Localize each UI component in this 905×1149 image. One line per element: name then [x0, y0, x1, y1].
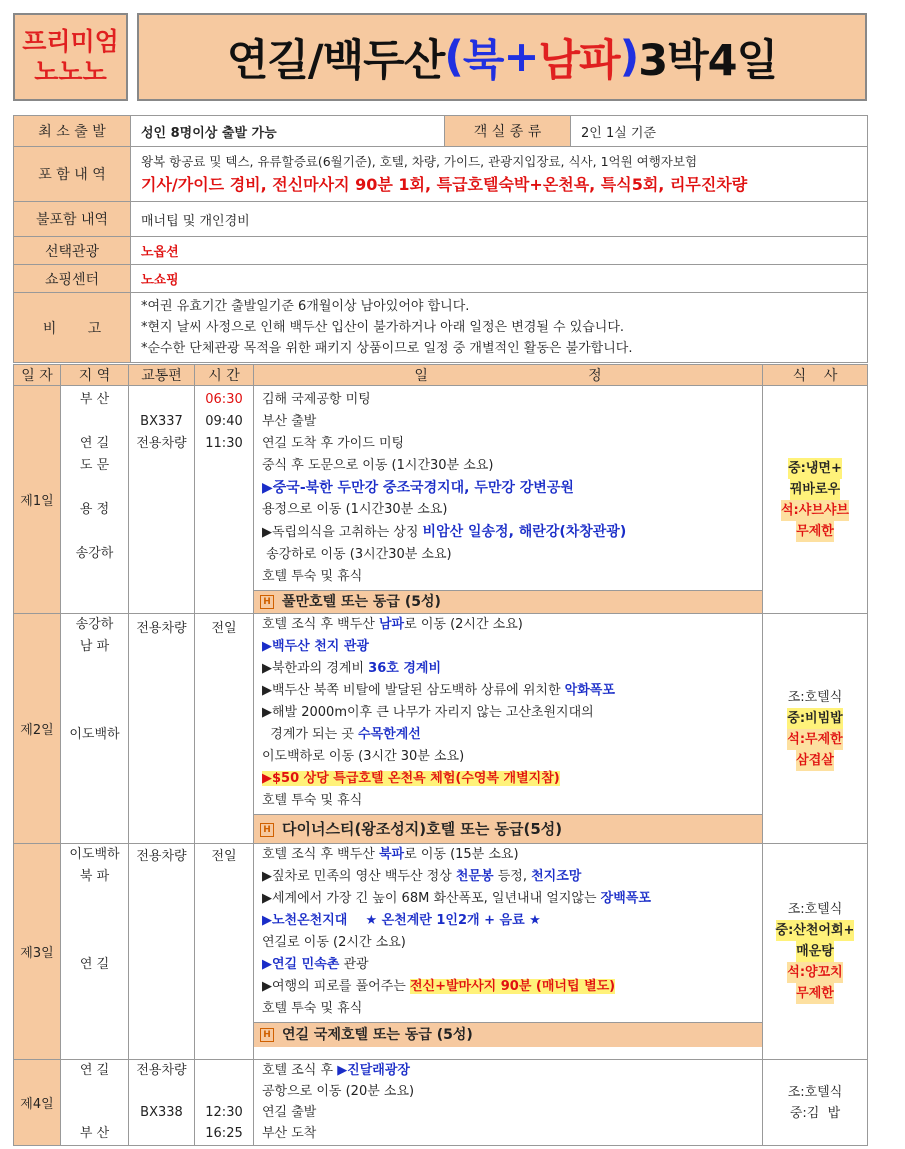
remarks-label: 비 고	[14, 293, 131, 363]
hotel-icon: H	[260, 823, 274, 837]
room-type-label: 객 실 종 류	[445, 116, 571, 147]
day2-transport: 전용차량	[129, 614, 195, 844]
day2-label: 제2일	[14, 614, 61, 844]
includes-label: 포 함 내 역	[14, 147, 131, 202]
day2-meal: 조:호텔식 중:비빔밥 석:무제한 삼겹살	[763, 614, 868, 844]
col-meal-header: 식 사	[763, 365, 868, 386]
badge-line1: 프리미엄	[22, 27, 119, 56]
day1-regions: 부 산 연 길 도 문 용 정 송강하	[61, 386, 129, 614]
day1-meal: 중:냉면+ 꿔바로우 석:샤브샤브 무제한	[763, 386, 868, 614]
premium-badge	[13, 13, 128, 101]
hotel-icon: H	[260, 595, 274, 609]
day1-plan: 김해 국제공항 미팅 부산 출발 연길 도착 후 가이드 미팅 중식 후 도문으로 이동 (1시간30분 소요) ▶중국-북한 두만강 중조국경지대, 두만강 강변공원 용정으로 이동 (1시간30분 소요) ▶독립의식을 고취하는 상징 비암산 일송정, 해란강(차창관광) 송강하로 이동 (3시간30분 소요) 호텔 투숙 및 휴식 H 풀만호텔 또는 동급 (5성)	[254, 386, 763, 614]
excludes-value: 매너팁 및 개인경비	[131, 202, 868, 237]
day2-time: 전일	[195, 614, 254, 844]
day3-hotel: H 연길 국제호텔 또는 동급 (5성)	[254, 1022, 762, 1047]
day1-times: 06:30 09:40 11:30	[195, 386, 254, 614]
day3-plan: 호텔 조식 후 백두산 북파로 이동 (15분 소요) ▶짚차로 민족의 영산 백두산 정상 천문봉 등정, 천지조망 ▶세계에서 가장 긴 높이 68M 화산폭포, 일년내내 얼지않는 장백폭포 ▶노천온천지대 ★ 온천계란 1인2개 + 음료 ★ 연길로 이동 (2시간 소요) ▶연길 민속촌 관광 ▶여행의 피로를 풀어주는 전신+발마사지 90분 (매너팁 별도) 호텔 투숙 및 휴식 H 연길 국제호텔 또는 동급 (5성)	[254, 844, 763, 1060]
room-type-value: 2인 1실 기준	[571, 116, 868, 147]
day4-meal: 조:호텔식 중:김 밥	[763, 1060, 868, 1146]
day3-transport: 전용차량	[129, 844, 195, 1060]
day2-regions: 송강하 남 파 이도백하	[61, 614, 129, 844]
day4-times: 12:30 16:25	[195, 1060, 254, 1146]
badge-line2: 노노노	[34, 57, 107, 86]
day3-regions: 이도백하 북 파 연 길	[61, 844, 129, 1060]
page-title: 연길/백두산 ( 북 + 남파 ) 3박4일	[137, 13, 867, 101]
option-tour-label: 선택관광	[14, 237, 131, 265]
hotel-icon: H	[260, 1028, 274, 1042]
day1-label: 제1일	[14, 386, 61, 614]
shopping-value: 노쇼핑	[131, 265, 868, 293]
day1-hotel: H 풀만호텔 또는 동급 (5성)	[254, 590, 762, 613]
col-plan-header: 일 정	[254, 365, 763, 386]
day3-row	[14, 844, 868, 1060]
day1-transport: BX337 전용차량	[129, 386, 195, 614]
day2-plan: 호텔 조식 후 백두산 남파로 이동 (2시간 소요) ▶백두산 천지 관광 ▶북한과의 경계비 36호 경계비 ▶백두산 북쪽 비탈에 발달된 삼도백하 상류에 위치한 악화폭포 ▶해발 2000m이후 큰 나무가 자리지 않는 고산초원지대의 경계가 되는 곳 수목한계선 이도백하로 이동 (3시간 30분 소요) ▶$50 상당 특급호텔 온천욕 체험(수영복 개별지참) 호텔 투숙 및 휴식 H 다이너스티(왕조성지)호텔 또는 동급(5성)	[254, 614, 763, 844]
col-time-header: 시 간	[195, 365, 254, 386]
day4-regions: 연 길 부 산	[61, 1060, 129, 1146]
min-departure-value: 성인 8명이상 출발 가능	[131, 116, 445, 147]
col-region-header: 지 역	[61, 365, 129, 386]
day2-hotel: H 다이너스티(왕조성지)호텔 또는 동급(5성)	[254, 814, 762, 843]
day4-transport: 전용차량 BX338	[129, 1060, 195, 1146]
day1-row	[14, 386, 868, 614]
day4-row	[14, 1060, 868, 1146]
day3-meal: 조:호텔식 중:산천어회+ 매운탕 석:양꼬치 무제한	[763, 844, 868, 1060]
col-day-header: 일 자	[14, 365, 61, 386]
day3-label: 제3일	[14, 844, 61, 1060]
option-tour-value: 노옵션	[131, 237, 868, 265]
col-transport-header: 교통편	[129, 365, 195, 386]
day4-plan: 호텔 조식 후 ▶진달래광장 공항으로 이동 (20분 소요) 연길 출발 부산 도착	[254, 1060, 763, 1146]
info-table	[13, 115, 868, 363]
schedule-table	[13, 364, 868, 1146]
remarks-value: *여권 유효기간 출발일기준 6개월이상 남아있어야 합니다. *현지 날씨 사정으로 인해 백두산 입산이 불가하거나 아래 일정은 변경될 수 있습니다. *순수한 단체관광 목적을 위한 패키지 상품이므로 일정 중 개별적인 활동은 불가합니다.	[131, 293, 868, 363]
shopping-label: 쇼핑센터	[14, 265, 131, 293]
day4-label: 제4일	[14, 1060, 61, 1146]
excludes-label: 불포함 내역	[14, 202, 131, 237]
day2-row	[14, 614, 868, 844]
includes-value: 왕복 항공료 및 텍스, 유류할증료(6월기준), 호텔, 차량, 가이드, 관광지입장료, 식사, 1억원 여행자보험 기사/가이드 경비, 전신마사지 90분 1회, 특급호텔숙박+온천욕, 특식5회, 리무진차량	[131, 147, 868, 202]
min-departure-label: 최 소 출 발	[14, 116, 131, 147]
day3-time: 전일	[195, 844, 254, 1060]
